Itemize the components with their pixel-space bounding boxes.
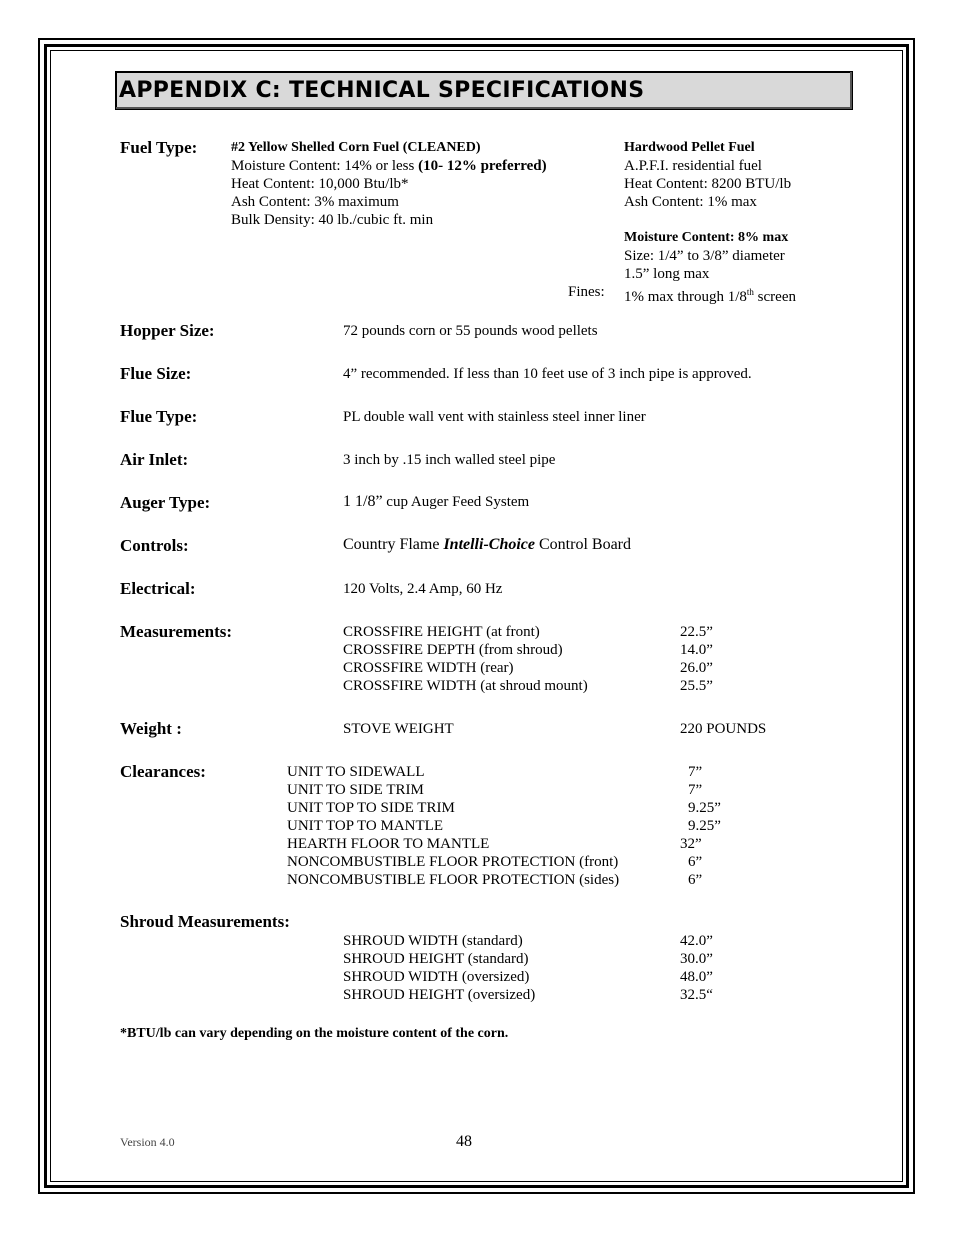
pellet-apfi: A.P.F.I. residential fuel [624,158,762,174]
clearance-value: 7” [688,782,703,798]
air-inlet-value: 3 inch by .15 inch walled steel pipe [343,452,556,468]
controls-value: Country Flame Intelli-Choice Control Board [343,536,631,553]
clearance-value: 32” [680,836,702,852]
weight-value: 220 POUNDS [680,721,767,737]
clearance-value: 7” [688,764,703,780]
air-inlet-label: Air Inlet: [120,450,189,469]
measurement-name: CROSSFIRE WIDTH (rear) [343,660,514,676]
clearance-name: UNIT TOP TO MANTLE [287,818,443,834]
shroud-name: SHROUD HEIGHT (standard) [343,951,529,967]
hopper-size-value: 72 pounds corn or 55 pounds wood pellets [343,323,598,339]
pellet-moisture: Moisture Content: 8% max [624,230,789,245]
measurements-names [343,623,588,695]
controls-label: Controls: [120,536,189,555]
measurements-label: Measurements: [120,622,233,641]
shroud-values [680,932,713,1004]
clearance-name: NONCOMBUSTIBLE FLOOR PROTECTION (front) [287,854,619,870]
clearances-names [287,763,619,889]
clearance-value: 9.25” [688,818,721,834]
fines-label: Fines: [568,284,605,300]
pellet-fuel-block [624,139,796,305]
clearance-value: 9.25” [688,800,721,816]
corn-ash: Ash Content: 3% maximum [231,194,399,210]
clearance-value: 6” [688,872,703,888]
pellet-fines: 1% max through 1/8th screen [624,287,796,305]
pellet-size: Size: 1/4” to 3/8” diameter [624,248,785,264]
auger-type-value: 1 1/8” cup Auger Feed System [343,493,530,510]
clearance-name: HEARTH FLOOR TO MANTLE [287,836,490,852]
measurement-name: CROSSFIRE DEPTH (from shroud) [343,642,563,658]
weight-name: STOVE WEIGHT [343,721,454,737]
shroud-name: SHROUD HEIGHT (oversized) [343,987,536,1003]
footnote: *BTU/lb can vary depending on the moisture content of the corn. [120,1026,509,1041]
clearance-name: UNIT TO SIDE TRIM [287,782,424,798]
clearance-value: 6” [688,854,703,870]
auger-type-label: Auger Type: [120,493,211,512]
corn-heat: Heat Content: 10,000 Btu/lb* [231,176,409,192]
clearances-values [680,763,721,889]
pellet-heat: Heat Content: 8200 BTU/lb [624,176,792,192]
measurement-value: 25.5” [680,678,713,694]
shroud-name: SHROUD WIDTH (standard) [343,933,523,949]
measurement-value: 22.5” [680,624,713,640]
pellet-length: 1.5” long max [624,266,710,282]
pellet-ash: Ash Content: 1% max [624,194,757,210]
shroud-value: 30.0” [680,951,713,967]
measurements-values [680,623,713,695]
electrical-value: 120 Volts, 2.4 Amp, 60 Hz [343,581,503,597]
shroud-names [343,932,535,1004]
page-number: 48 [456,1133,472,1150]
shroud-measurements-label: Shroud Measurements: [120,912,290,931]
weight-label: Weight : [120,719,182,738]
corn-density: Bulk Density: 40 lb./cubic ft. min [231,212,434,228]
corn-moisture: Moisture Content: 14% or less (10- 12% preferred) [231,158,547,174]
shroud-value: 42.0” [680,933,713,949]
corn-fuel-block [231,139,547,229]
fuel-type-label: Fuel Type: [120,138,198,157]
measurement-name: CROSSFIRE HEIGHT (at front) [343,624,540,640]
measurement-value: 26.0” [680,660,713,676]
clearance-name: NONCOMBUSTIBLE FLOOR PROTECTION (sides) [287,872,620,888]
flue-size-value: 4” recommended. If less than 10 feet use of 3 inch pipe is approved. [343,366,752,382]
pellet-fuel-title: Hardwood Pellet Fuel [624,140,755,155]
shroud-value: 48.0” [680,969,713,985]
hopper-size-label: Hopper Size: [120,321,215,340]
clearances-label: Clearances: [120,762,206,781]
measurement-value: 14.0” [680,642,713,658]
shroud-name: SHROUD WIDTH (oversized) [343,969,530,985]
flue-type-value: PL double wall vent with stainless steel inner liner [343,409,646,425]
measurement-name: CROSSFIRE WIDTH (at shroud mount) [343,678,588,694]
clearance-name: UNIT TOP TO SIDE TRIM [287,800,455,816]
flue-size-label: Flue Size: [120,364,192,383]
clearance-name: UNIT TO SIDEWALL [287,764,425,780]
page-title: APPENDIX C: TECHNICAL SPECIFICATIONS [119,78,645,103]
corn-fuel-title: #2 Yellow Shelled Corn Fuel (CLEANED) [231,140,481,155]
electrical-label: Electrical: [120,579,196,598]
flue-type-label: Flue Type: [120,407,198,426]
version-label: Version 4.0 [120,1135,175,1149]
shroud-value: 32.5“ [680,987,713,1003]
